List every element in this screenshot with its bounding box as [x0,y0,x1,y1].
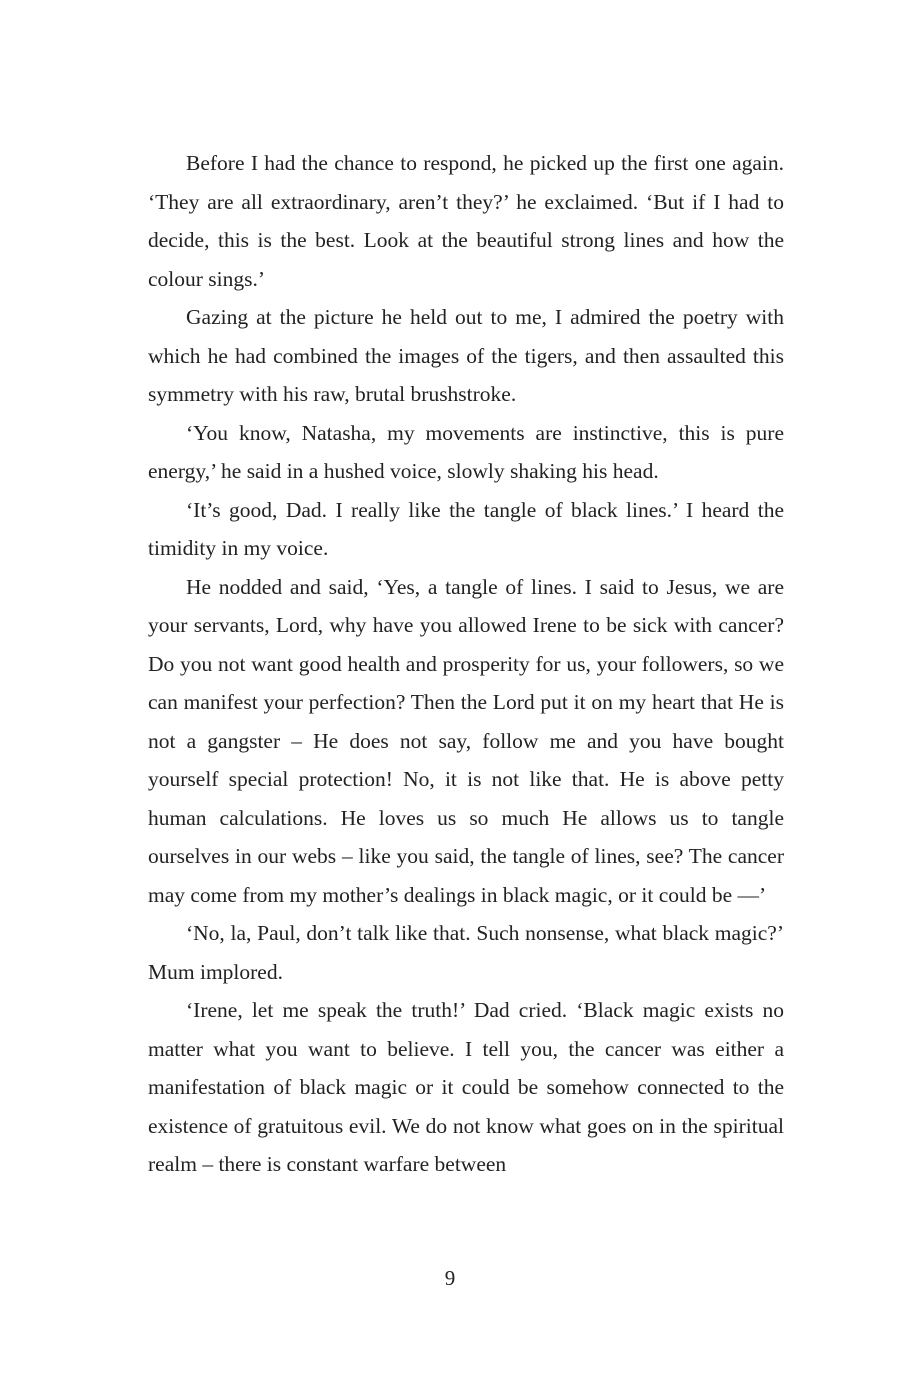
body-text [148,144,784,1184]
paragraph-7: ‘Irene, let me speak the truth!’ Dad cried. ‘Black magic exists no matter what you want to believe. I tell you, the cancer was either a manifestation of black magic or it could be somehow connected to the existence of gratuitous evil. We do not know what goes on in the spiritual realm – there is constant warfare between [148,998,784,1176]
paragraph-4: ‘It’s good, Dad. I really like the tangle of black lines.’ I heard the timidity in my voice. [148,497,784,560]
paragraph-2: Gazing at the picture he held out to me, I admired the poetry with which he had combined the images of the tigers, and then assaulted this symmetry with his raw, brutal brushstroke. [148,305,784,406]
page-number: 9 [444,1266,456,1290]
paragraph-6: ‘No, la, Paul, don’t talk like that. Such nonsense, what black magic?’ Mum implored. [148,921,784,984]
paragraph-1: Before I had the chance to respond, he picked up the first one again. ‘They are all extraordinary, aren’t they?’ he exclaimed. ‘But if I had to decide, this is the best. Look at the beautiful strong lines and how the colour sings.’ [148,151,784,291]
paragraph-5: He nodded and said, ‘Yes, a tangle of lines. I said to Jesus, we are your servants, Lord, why have you allowed Irene to be sick with cancer? Do you not want good health and prosperity for us, your followers, so we can manifest your perfection? Then the Lord put it on my heart that He is not a gangster – He does not say, follow me and you have bought yourself special protection! No, it is not like that. He is above petty human calculations. He loves us so much He allows us to tangle ourselves in our webs – like you said, the tangle of lines, see? The cancer may come from my mother’s dealings in black magic, or it could be —’ [148,574,784,907]
paragraph-3: ‘You know, Natasha, my movements are instinctive, this is pure energy,’ he said in a hushed voice, slowly shaking his head. [148,420,784,483]
